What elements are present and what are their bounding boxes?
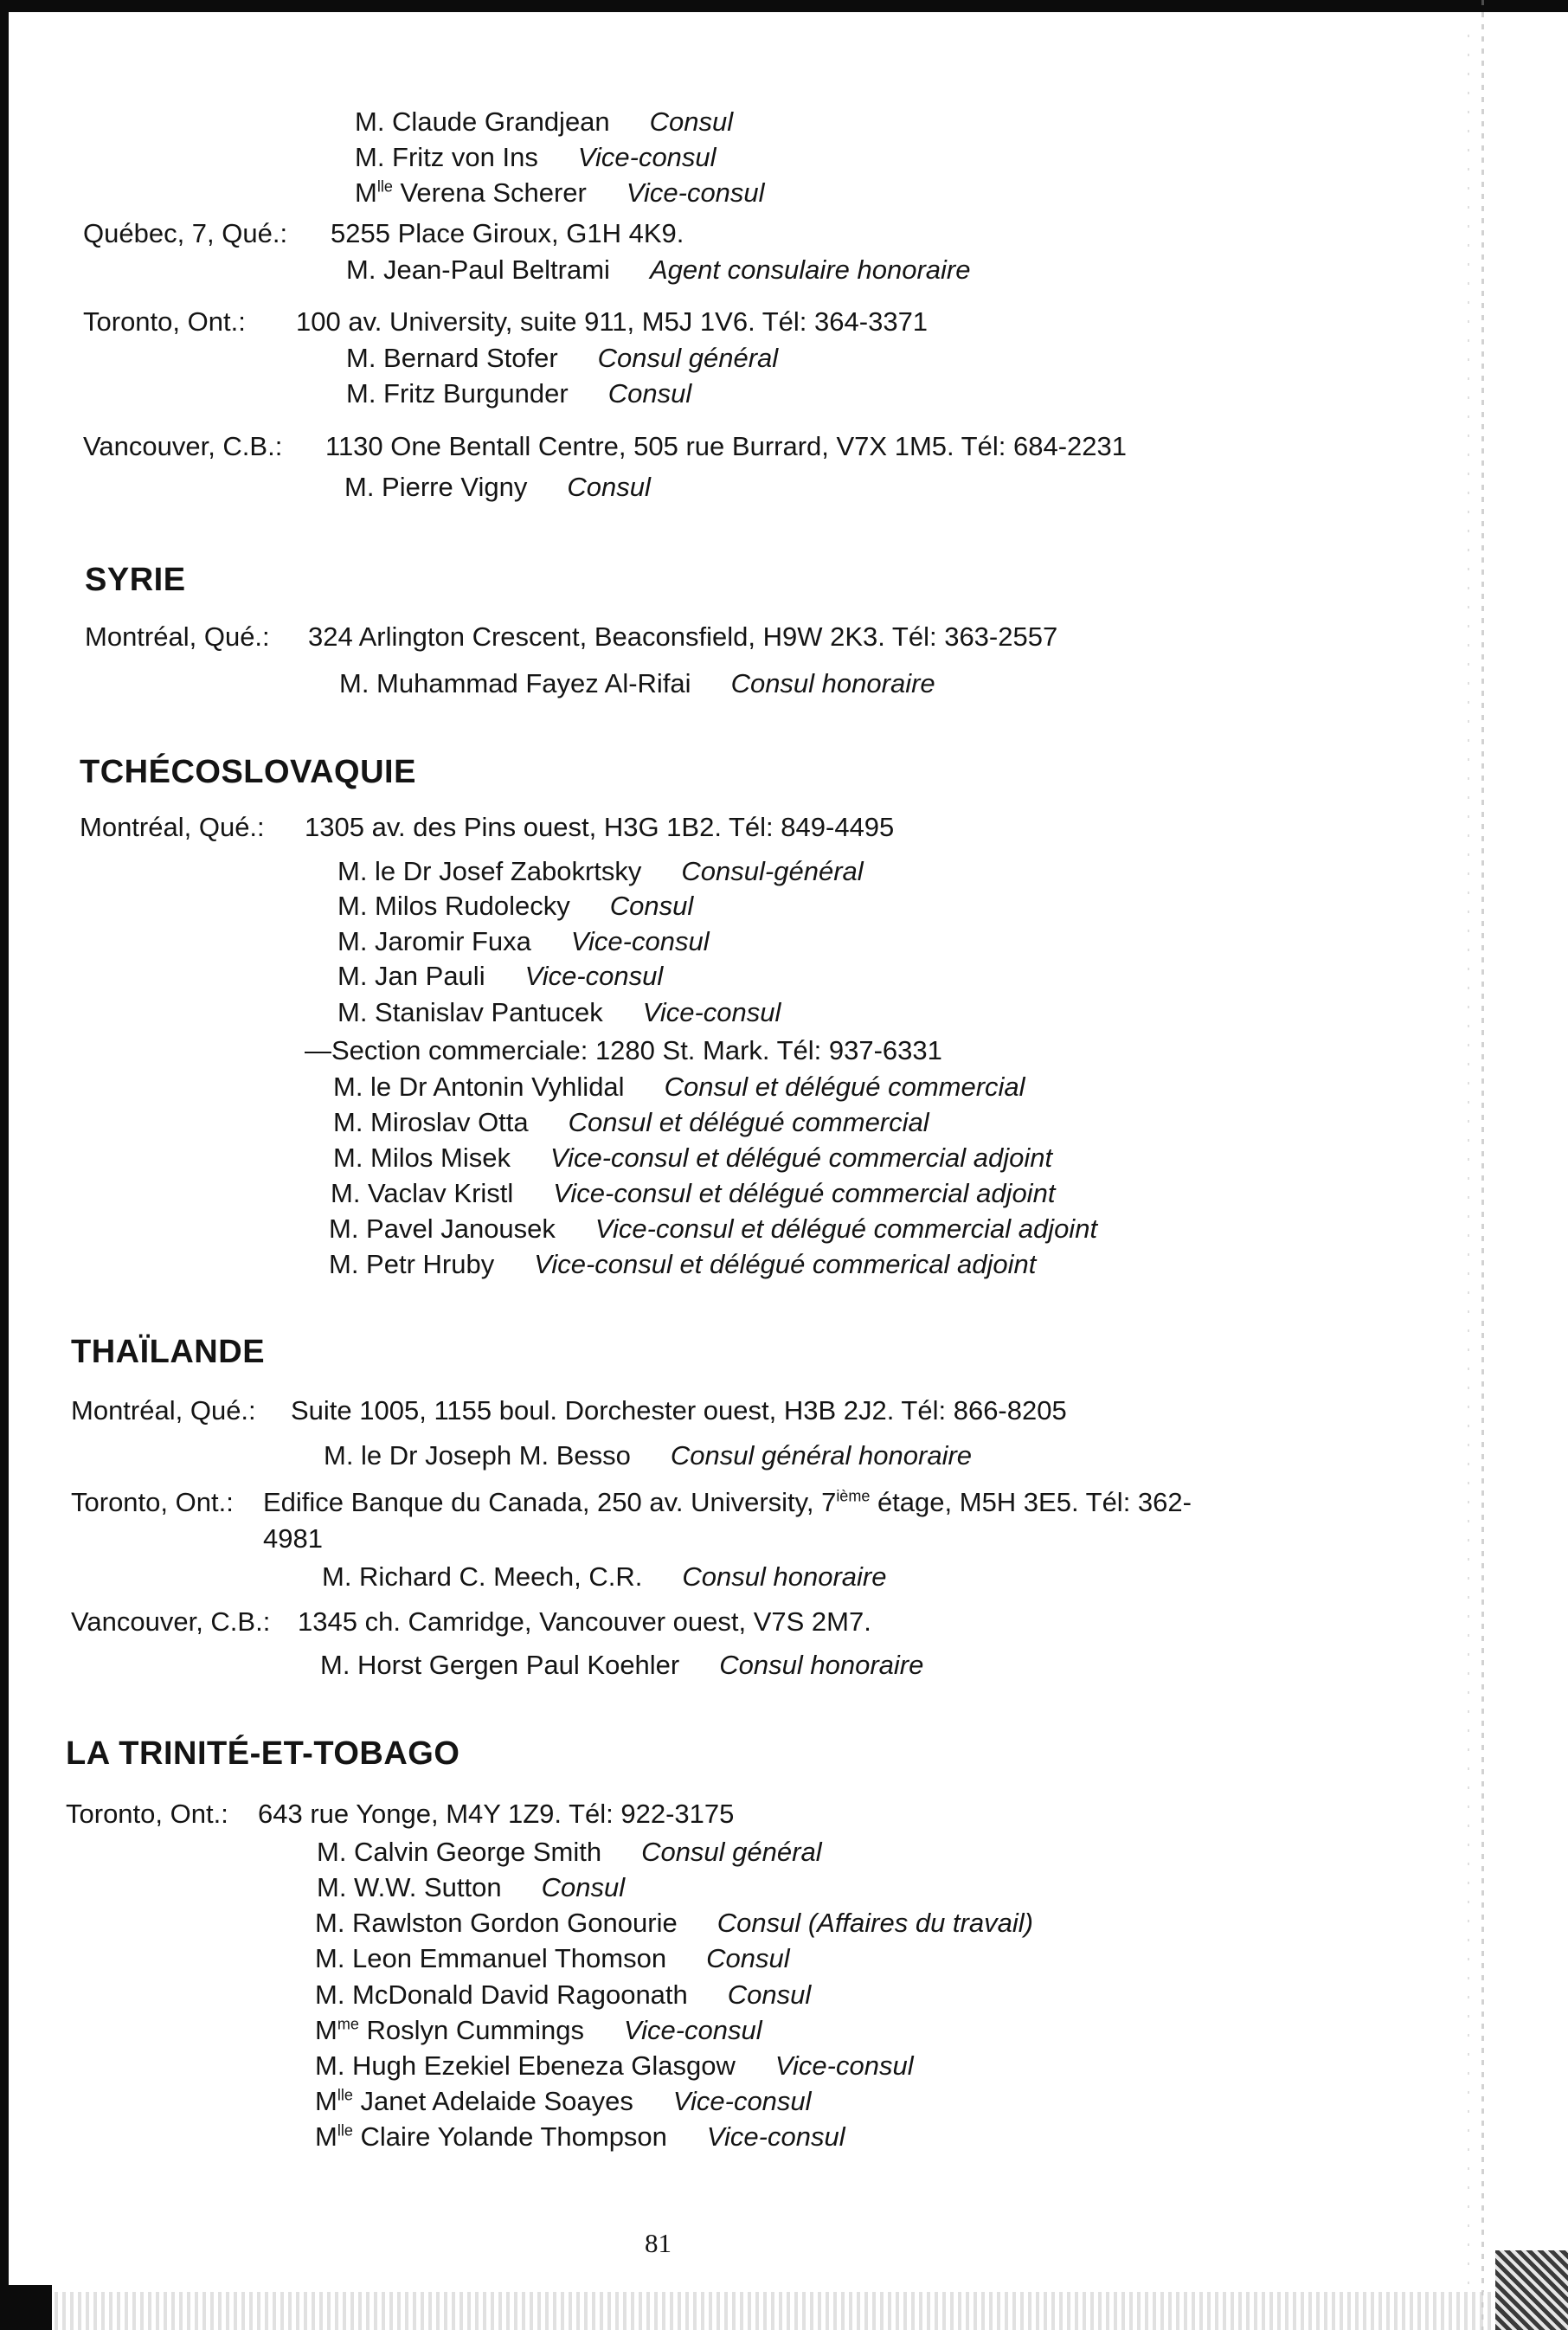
person-title: Vice-consul et délégué commerical adjoint bbox=[534, 1249, 1037, 1279]
person-title: Consul (Affaires du travail) bbox=[717, 1908, 1033, 1938]
person-title: Vice-consul bbox=[706, 2121, 845, 2152]
honorific-superscript: me bbox=[337, 2015, 359, 2033]
person-entry bbox=[329, 1212, 1097, 1246]
person-name: M. Richard C. Meech, C.R. bbox=[322, 1561, 643, 1592]
ordinal-superscript: ième bbox=[836, 1487, 871, 1505]
page-number: 81 bbox=[645, 2228, 672, 2258]
person-name-prefix: M bbox=[315, 2086, 337, 2116]
person-title: Consul général bbox=[641, 1837, 822, 1867]
person-title: Consul général honoraire bbox=[670, 1440, 973, 1471]
person-title: Consul honoraire bbox=[730, 668, 935, 698]
person-name: M. Leon Emmanuel Thomson bbox=[315, 1943, 667, 1973]
person-entry bbox=[355, 140, 717, 175]
city-label: Toronto, Ont.: bbox=[83, 306, 246, 337]
person-entry bbox=[337, 959, 663, 994]
person-name: M. Pavel Janousek bbox=[329, 1213, 556, 1244]
city-label: Toronto, Ont.: bbox=[66, 1799, 228, 1829]
person-name: M. Calvin George Smith bbox=[317, 1837, 602, 1867]
address: 643 rue Yonge, M4Y 1Z9. Tél: 922-3175 bbox=[258, 1799, 735, 1829]
address: 1305 av. des Pins ouest, H3G 1B2. Tél: 849-4495 bbox=[305, 812, 895, 842]
person-entry bbox=[317, 1835, 822, 1870]
person-title: Consul honoraire bbox=[719, 1650, 924, 1680]
person-title: Consul bbox=[649, 106, 734, 137]
person-name: Janet Adelaide Soayes bbox=[352, 2086, 633, 2116]
address: 100 av. University, suite 911, M5J 1V6. Tél: 364-3371 bbox=[296, 306, 929, 337]
address: 5255 Place Giroux, G1H 4K9. bbox=[331, 218, 684, 248]
country-heading: LA TRINITÉ-ET-TOBAGO bbox=[66, 1735, 460, 1772]
person-entry bbox=[355, 105, 733, 139]
city-label: Vancouver, C.B.: bbox=[71, 1606, 271, 1637]
person-name: M. W.W. Sutton bbox=[317, 1872, 502, 1902]
address: 1130 One Bentall Centre, 505 rue Burrard, V7X 1M5. Tél: 684-2231 bbox=[325, 431, 1127, 461]
person-name: M. Muhammad Fayez Al-Rifai bbox=[339, 668, 691, 698]
person-title: Vice-consul et délégué commercial adjoint bbox=[594, 1213, 1098, 1244]
person-name: M. Fritz von Ins bbox=[355, 142, 538, 172]
person-title: Agent consulaire honoraire bbox=[649, 254, 971, 285]
person-title: Vice-consul bbox=[774, 2050, 914, 2081]
person-entry bbox=[337, 889, 693, 924]
person-name: Verena Scherer bbox=[392, 177, 587, 208]
person-title: Vice-consul bbox=[524, 961, 664, 991]
section-commerciale: —Section commerciale: 1280 St. Mark. Tél: 937-6331 bbox=[305, 1035, 942, 1065]
person-title: Consul général bbox=[597, 343, 779, 373]
person-title: Vice-consul bbox=[623, 2015, 762, 2045]
country-heading: THAÏLANDE bbox=[71, 1334, 266, 1370]
person-entry bbox=[331, 1176, 1055, 1211]
person-entry bbox=[337, 924, 710, 959]
person-name: M. Hugh Ezekiel Ebeneza Glasgow bbox=[315, 2050, 736, 2081]
person-name: M. Fritz Burgunder bbox=[346, 378, 569, 409]
person-entry bbox=[333, 1070, 1025, 1104]
city-label: Montréal, Qué.: bbox=[85, 621, 270, 652]
person-name-prefix: M bbox=[315, 2015, 337, 2045]
person-title: Vice-consul et délégué commercial adjoint bbox=[553, 1178, 1056, 1208]
person-entry bbox=[315, 2120, 845, 2154]
person-title: Consul bbox=[567, 472, 651, 502]
person-entry bbox=[315, 2013, 762, 2048]
person-name-prefix: M bbox=[355, 177, 377, 208]
person-entry bbox=[337, 854, 864, 889]
person-name: M. Jan Pauli bbox=[337, 961, 485, 991]
person-name: Roslyn Cummings bbox=[358, 2015, 584, 2045]
person-entry bbox=[339, 666, 935, 701]
city-label: Montréal, Qué.: bbox=[80, 812, 265, 842]
person-entry bbox=[315, 2084, 812, 2119]
person-name: M. le Dr Joseph M. Besso bbox=[324, 1440, 631, 1471]
city-label: Montréal, Qué.: bbox=[71, 1395, 256, 1426]
person-title: Consul bbox=[609, 891, 694, 921]
person-entry bbox=[315, 1978, 811, 2012]
person-entry bbox=[315, 2049, 914, 2083]
person-title: Consul-général bbox=[681, 856, 864, 886]
city-label: Toronto, Ont.: bbox=[71, 1487, 234, 1517]
person-title: Consul bbox=[607, 378, 692, 409]
person-name: M. Rawlston Gordon Gonourie bbox=[315, 1908, 678, 1938]
person-title: Vice-consul et délégué commercial adjoint bbox=[549, 1142, 1053, 1173]
person-entry bbox=[333, 1141, 1052, 1175]
address-continuation: 4981 bbox=[263, 1523, 323, 1554]
honorific-superscript: lle bbox=[337, 2086, 353, 2104]
person-entry bbox=[315, 1906, 1033, 1941]
person-entry bbox=[337, 995, 781, 1030]
person-title: Vice-consul bbox=[577, 142, 717, 172]
country-heading: SYRIE bbox=[85, 562, 186, 598]
person-entry bbox=[346, 377, 691, 411]
person-name: M. Miroslav Otta bbox=[333, 1107, 529, 1137]
person-name: M. Jaromir Fuxa bbox=[337, 926, 531, 956]
person-name: M. Jean-Paul Beltrami bbox=[346, 254, 610, 285]
person-name: M. le Dr Antonin Vyhlidal bbox=[333, 1072, 625, 1102]
person-title: Vice-consul bbox=[642, 997, 781, 1027]
person-entry bbox=[346, 341, 778, 376]
person-name: M. Claude Grandjean bbox=[355, 106, 610, 137]
city-label: Québec, 7, Qué.: bbox=[83, 218, 288, 248]
person-entry bbox=[355, 176, 765, 210]
person-title: Consul bbox=[706, 1943, 790, 1973]
person-entry bbox=[346, 253, 970, 287]
person-entry bbox=[317, 1870, 625, 1905]
address: Suite 1005, 1155 boul. Dorchester ouest, H3B 2J2. Tél: 866-8205 bbox=[291, 1395, 1067, 1426]
person-entry bbox=[324, 1439, 972, 1473]
person-entry bbox=[344, 470, 651, 505]
person-title: Vice-consul bbox=[626, 177, 765, 208]
country-heading: TCHÉCOSLOVAQUIE bbox=[80, 754, 416, 790]
person-entry bbox=[320, 1648, 923, 1683]
honorific-superscript: lle bbox=[376, 177, 393, 196]
person-name-prefix: M bbox=[315, 2121, 337, 2152]
person-name: M. Milos Misek bbox=[333, 1142, 511, 1173]
person-entry bbox=[315, 1941, 790, 1976]
address bbox=[263, 1485, 1192, 1520]
person-title: Vice-consul bbox=[570, 926, 710, 956]
address: 1345 ch. Camridge, Vancouver ouest, V7S 2M7. bbox=[298, 1606, 871, 1637]
person-name: M. Milos Rudolecky bbox=[337, 891, 570, 921]
person-title: Consul bbox=[541, 1872, 626, 1902]
person-entry bbox=[329, 1247, 1036, 1282]
address-text: étage, M5H 3E5. Tél: 362- bbox=[870, 1487, 1192, 1517]
person-title: Consul et délégué commercial bbox=[664, 1072, 1025, 1102]
person-name: M. Horst Gergen Paul Koehler bbox=[320, 1650, 680, 1680]
city-label: Vancouver, C.B.: bbox=[83, 431, 283, 461]
address-text: Edifice Banque du Canada, 250 av. University, 7 bbox=[263, 1487, 837, 1517]
person-name: M. Petr Hruby bbox=[329, 1249, 495, 1279]
person-name: M. Bernard Stofer bbox=[346, 343, 558, 373]
person-name: M. Pierre Vigny bbox=[344, 472, 528, 502]
person-name: M. McDonald David Ragoonath bbox=[315, 1979, 688, 2010]
person-entry bbox=[333, 1105, 929, 1140]
person-name: M. Vaclav Kristl bbox=[331, 1178, 514, 1208]
person-name: Claire Yolande Thompson bbox=[352, 2121, 667, 2152]
person-name: M. Stanislav Pantucek bbox=[337, 997, 603, 1027]
person-title: Consul honoraire bbox=[682, 1561, 887, 1592]
person-entry bbox=[322, 1560, 886, 1594]
honorific-superscript: lle bbox=[337, 2121, 353, 2140]
person-title: Consul bbox=[727, 1979, 812, 2010]
person-name: M. le Dr Josef Zabokrtsky bbox=[337, 856, 642, 886]
person-title: Consul et délégué commercial bbox=[568, 1107, 929, 1137]
person-title: Vice-consul bbox=[672, 2086, 812, 2116]
address: 324 Arlington Crescent, Beaconsfield, H9W 2K3. Tél: 363-2557 bbox=[308, 621, 1058, 652]
